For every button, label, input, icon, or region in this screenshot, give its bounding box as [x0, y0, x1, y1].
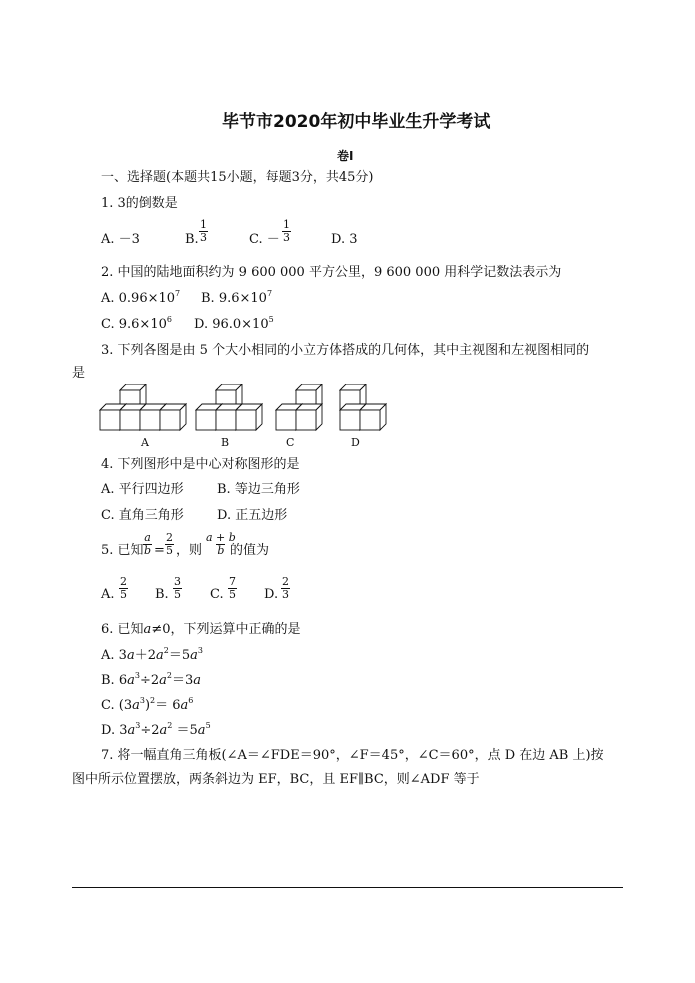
- q6-d-e3: 5: [205, 721, 211, 730]
- q3-label-d: D: [351, 436, 360, 449]
- q6-stem: [101, 622, 300, 638]
- q6-a-v1: a: [126, 648, 135, 663]
- q5-option-c-fraction: [228, 576, 237, 601]
- page-title: 毕节市2020年初中毕业生升学考试: [222, 112, 491, 132]
- q2-option-c: [101, 317, 172, 333]
- q6-b-v2: a: [159, 673, 167, 688]
- q6-a-e3: 3: [197, 646, 203, 655]
- q6-d-e1: 3: [135, 721, 141, 730]
- q6-b-p2: ÷2: [139, 673, 160, 688]
- q7-line1: 7. 将一幅直角三角板(∠A＝∠FDE＝90°，∠F＝45°，∠C＝60°，点 D 在边 AB 上)按: [101, 748, 604, 763]
- q6-a-p3: ＝5: [168, 648, 191, 663]
- q6-b-e2: 2: [166, 671, 172, 680]
- q5-f2-denominator: 5: [166, 544, 173, 557]
- q4-stem: 4. 下列图形中是中心对称图形的是: [101, 457, 300, 472]
- q6-c-p3: ＝ 6: [155, 698, 181, 713]
- q5-b-denominator: 5: [174, 588, 181, 601]
- q5-option-a-label: A.: [101, 587, 115, 602]
- footer-divider: [72, 887, 623, 888]
- q2-option-d: [194, 317, 274, 333]
- q6-b-v3: a: [193, 673, 202, 688]
- q6-d-p1: D. 3: [101, 723, 128, 738]
- q2-b-base: B. 9.6×10: [201, 291, 267, 306]
- q1-option-d: D. 3: [331, 232, 358, 247]
- q5-c-numerator: 7: [229, 575, 236, 588]
- q5-given-fraction: [143, 532, 152, 557]
- q6-a-p2: ＋2: [134, 648, 156, 663]
- q1-c-denominator: 3: [283, 231, 290, 244]
- q3-figure-a: [100, 384, 186, 430]
- q6-d-p3: ＝5: [172, 723, 198, 738]
- q5-option-d-label: D.: [264, 587, 279, 602]
- q5-prefix: 5. 已知: [101, 543, 144, 558]
- q1-b-numerator: 1: [200, 218, 207, 231]
- q5-given-value: [165, 532, 174, 557]
- q5-option-a-fraction: [119, 576, 128, 601]
- q3-label-c: C: [286, 436, 295, 449]
- q6-c-e2: 2: [150, 696, 156, 705]
- q2-option-a: [101, 291, 180, 307]
- q6-stem-var: a: [143, 622, 152, 637]
- q1-stem: 1. 3的倒数是: [101, 196, 178, 211]
- q2-a-base: A. 0.96×10: [101, 291, 176, 306]
- q4-option-a: A. 平行四边形: [101, 482, 184, 497]
- q6-stem-post: ≠0，下列运算中正确的是: [151, 622, 301, 637]
- q1-b-denominator: 3: [200, 231, 207, 244]
- q6-b-e1: 3: [134, 671, 140, 680]
- q3-stem-line1: 3. 下列各图是由 5 个大小相同的小立方体搭成的几何体，其中主视图和左视图相同的: [101, 343, 590, 358]
- q5-b-numerator: 3: [174, 575, 181, 588]
- q7-line2: 图中所示位置摆放，两条斜边为 EF，BC，且 EF∥BC，则∠ADF 等于: [72, 772, 480, 787]
- q6-c-e3: 6: [188, 696, 194, 705]
- q6-c-p2: ): [144, 698, 151, 713]
- q5-a-denominator: 5: [120, 588, 127, 601]
- q6-a-v3: a: [190, 648, 198, 663]
- q3-label-a: A: [141, 436, 149, 449]
- q5-f3-numerator: a + b: [206, 531, 236, 544]
- q6-d-e2: 2: [167, 721, 173, 730]
- q6-option-b: [101, 673, 201, 689]
- q5-c-denominator: 5: [229, 588, 236, 601]
- q5-f3-denominator: b: [217, 544, 225, 557]
- q6-c-e1: 3: [139, 696, 145, 705]
- q3-cube-figures: [96, 384, 396, 434]
- q3-label-b: B: [221, 436, 230, 449]
- q2-a-exponent: 7: [175, 289, 181, 298]
- q5-equals: =: [154, 543, 165, 558]
- q5-option-c-label: C.: [210, 587, 224, 602]
- q6-d-v1: a: [127, 723, 136, 738]
- q5-f1-denominator: b: [144, 544, 152, 557]
- q6-c-v3: a: [180, 698, 189, 713]
- q4-option-d: D. 正五边形: [217, 508, 288, 523]
- q2-d-base: D. 96.0×10: [194, 317, 269, 332]
- q6-option-a: [101, 648, 203, 664]
- q6-stem-pre: 6. 已知: [101, 622, 144, 637]
- q1-option-b-fraction: [199, 219, 208, 244]
- q5-d-denominator: 3: [282, 588, 289, 601]
- q2-c-base: C. 9.6×10: [101, 317, 167, 332]
- section-heading: 一、选择题(本题共15小题，每题3分，共45分): [101, 170, 374, 185]
- q6-b-p3: ＝3: [171, 673, 194, 688]
- q1-c-numerator: 1: [283, 218, 290, 231]
- q5-suffix: 的值为: [230, 543, 270, 558]
- q5-option-d-fraction: [281, 576, 290, 601]
- q2-c-exponent: 6: [166, 315, 172, 324]
- q5-option-b-fraction: [173, 576, 182, 601]
- q1-option-a: A. －3: [101, 232, 140, 247]
- q6-b-p1: B. 6: [101, 673, 128, 688]
- q5-a-numerator: 2: [120, 575, 127, 588]
- q5-mid: ，则: [176, 543, 203, 558]
- q6-c-v1: a: [132, 698, 140, 713]
- q3-figure-b: [196, 384, 262, 430]
- q2-d-exponent: 5: [268, 315, 274, 324]
- q3-figure-d: [340, 384, 386, 430]
- q5-f2-numerator: 2: [166, 531, 173, 544]
- q6-a-v2: a: [155, 648, 164, 663]
- q6-c-p1: C. (3: [101, 698, 133, 713]
- q5-d-numerator: 2: [282, 575, 289, 588]
- q2-b-exponent: 7: [266, 289, 273, 298]
- q6-d-p2: ÷2: [140, 723, 160, 738]
- q2-stem: 2. 中国的陆地面积约为 9 600 000 平方公里，9 600 000 用科学记数法表示为: [101, 265, 562, 280]
- q1-option-b-label: B.: [185, 232, 199, 247]
- q4-option-c: C. 直角三角形: [101, 508, 184, 523]
- q3-figure-c: [276, 384, 322, 430]
- volume-label: 卷Ⅰ: [337, 149, 354, 163]
- q3-stem-line2: 是: [72, 366, 86, 381]
- q6-a-e2: 2: [163, 646, 169, 655]
- q6-d-v3: a: [197, 723, 206, 738]
- q2-option-b: [201, 291, 272, 307]
- q5-f1-numerator: a: [144, 531, 151, 544]
- q6-d-v2: a: [159, 723, 168, 738]
- q6-b-v1: a: [127, 673, 135, 688]
- q4-option-b: B. 等边三角形: [217, 482, 300, 497]
- q1-option-c-label: C. －: [249, 232, 280, 247]
- q6-option-d: [101, 723, 211, 739]
- q6-a-p1: A. 3: [101, 648, 127, 663]
- q1-option-c-fraction: [282, 219, 291, 244]
- q5-option-b-label: B.: [155, 587, 169, 602]
- q6-option-c: [101, 698, 193, 714]
